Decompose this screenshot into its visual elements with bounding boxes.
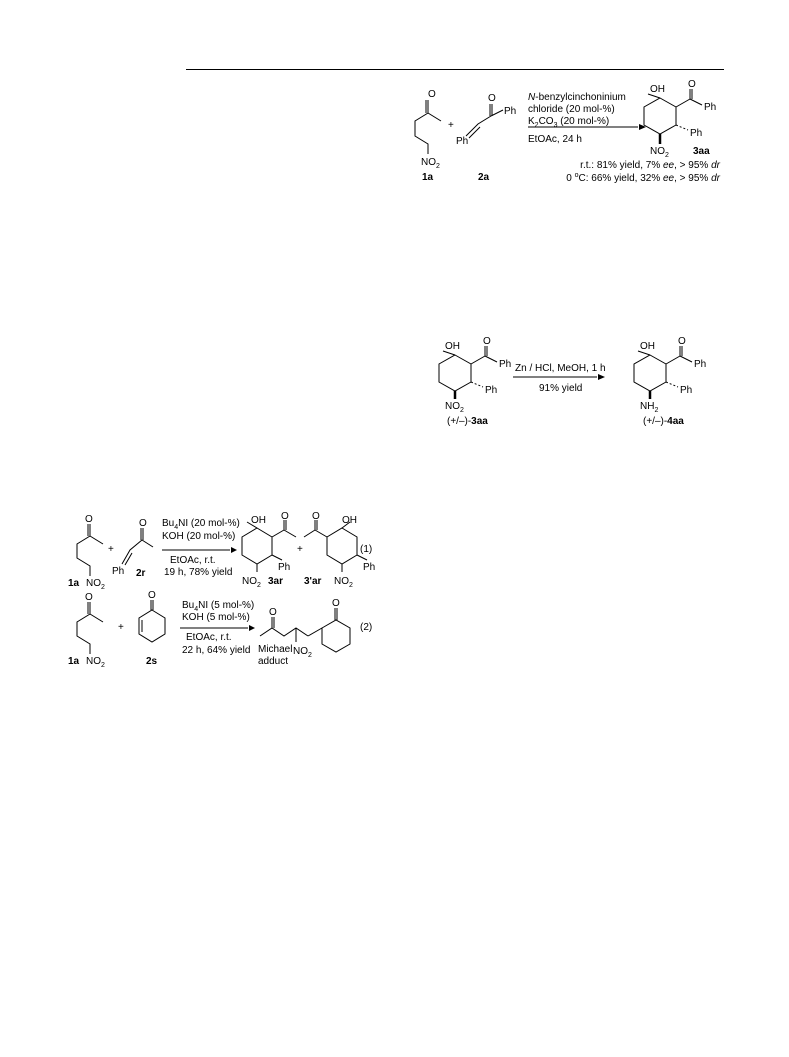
s3-adduct-nitro: $NO_2$ [293, 646, 312, 659]
s2-right-ph1: Ph [694, 359, 707, 370]
s3-adduct-oxygen2: O [332, 598, 340, 609]
s1-3aa-ph1: Ph [704, 102, 717, 113]
s1-1a-nitro: $NO_2$ [421, 157, 440, 170]
s3-1a-nitro: $NO_2$ [86, 578, 105, 591]
s3-3pr-oxygen: O [312, 512, 320, 522]
s3-eq-1: (1) [360, 544, 373, 555]
s3-r2-label-1a: 1a [68, 656, 80, 667]
s2-left-ph1: Ph [499, 359, 512, 370]
s1-3aa-oxygen: O [688, 80, 696, 90]
s3-3ar-ph: Ph [278, 562, 291, 573]
s2-label-4aa: (+/–)-4aa [643, 416, 684, 427]
s3-2r-ph: Ph [112, 566, 125, 577]
s3-r2-cond2: KOH (5 mol-%) [182, 612, 250, 623]
s2-left-nitro: $NO_2$ [445, 401, 464, 414]
s1-2a-oxygen: O [488, 93, 496, 104]
s3-3ar-nitro: $NO_2$ [242, 576, 261, 589]
s3-michael-label-2: adduct [258, 656, 289, 667]
s3-1a-oxygen: O [85, 514, 93, 525]
s1-cond-solvent: EtOAc, 24 h [528, 134, 582, 145]
s1-3aa-ph2: Ph [690, 128, 703, 139]
s3-r2-1a-nitro: $NO_2$ [86, 656, 105, 669]
s1-label-3aa: 3aa [693, 146, 710, 157]
s1-2a-ph2: Ph [456, 136, 469, 147]
s2-left-oxygen: O [483, 336, 491, 347]
s3-3ar-oxygen: O [281, 512, 289, 522]
s2-left-oh: OH [445, 341, 460, 352]
s3-eq-2: (2) [360, 622, 373, 633]
s3-label-3pr: 3'ar [304, 576, 322, 587]
s1-1a-oxygen: O [428, 89, 436, 100]
s3-label-3ar: 3ar [268, 576, 284, 587]
s3-r2-1a-oxygen: O [85, 592, 93, 603]
s1-label-1a: 1a [422, 172, 434, 183]
header-rule [186, 69, 724, 70]
s3-2r-oxygen: O [139, 518, 147, 529]
s3-plus-2: + [297, 544, 303, 555]
s3-3pr-nitro: $NO_2$ [334, 576, 353, 589]
s3-r1-cond4: 19 h, 78% yield [164, 567, 233, 578]
s3-3pr-ph: Ph [363, 562, 376, 573]
s1-plus: + [448, 120, 454, 131]
s1-3aa-oh: OH [650, 84, 665, 95]
s2-right-ph2: Ph [680, 385, 693, 396]
s2-cond-line1: Zn / HCl, MeOH, 1 h [515, 363, 606, 374]
s1-label-2a: 2a [478, 172, 490, 183]
scheme-2 [425, 335, 715, 430]
s3-r1-cond1: $Bu_4NI$ (20 mol-%) [162, 518, 240, 531]
s3-r1-cond2: KOH (20 mol-%) [162, 531, 236, 542]
s2-right-oxygen: O [678, 336, 686, 347]
s3-label-2r: 2r [136, 568, 146, 579]
s3-plus-1: + [108, 544, 114, 555]
s3-plus-3: + [118, 622, 124, 633]
s1-cond-chloride: chloride (20 mol-%) [528, 104, 615, 115]
s3-r2-cond1: $Bu_4NI$ (5 mol-%) [182, 600, 255, 613]
s2-label-3aa: (+/–)-3aa [447, 416, 488, 427]
s3-3ar-oh: OH [251, 515, 266, 526]
s1-result-rt: r.t.: 81% yield, 7% ee, > 95% dr [580, 160, 720, 171]
s3-michael-label-1: Michael [258, 644, 293, 655]
scheme-1 [400, 80, 740, 190]
scheme-3 [60, 512, 380, 692]
s2-left-ph2: Ph [485, 385, 498, 396]
s3-r1-cond3: EtOAc, r.t. [170, 555, 216, 566]
s1-cond-catalyst: N-benzylcinchoninium [528, 92, 626, 103]
s3-r2-cond4: 22 h, 64% yield [182, 645, 251, 656]
s2-right-amine: $NH_2$ [640, 401, 659, 414]
s3-3pr-oh: OH [342, 515, 357, 526]
s2-cond-line2: 91% yield [539, 383, 583, 394]
s1-2a-ph1: Ph [504, 106, 517, 117]
s2-right-oh: OH [640, 341, 655, 352]
s3-2s-oxygen: O [148, 590, 156, 601]
s3-r2-cond3: EtOAc, r.t. [186, 632, 232, 643]
s1-3aa-nitro: $NO_2$ [650, 146, 669, 159]
s3-adduct-oxygen1: O [269, 607, 277, 618]
s1-result-0c: 0 $^o$C: 66% yield, 32% ee, > 95% dr [566, 172, 720, 184]
s3-label-2s: 2s [146, 656, 158, 667]
s3-label-1a: 1a [68, 578, 80, 589]
s1-cond-base: $K_2CO_3$ (20 mol-%) [528, 116, 610, 129]
